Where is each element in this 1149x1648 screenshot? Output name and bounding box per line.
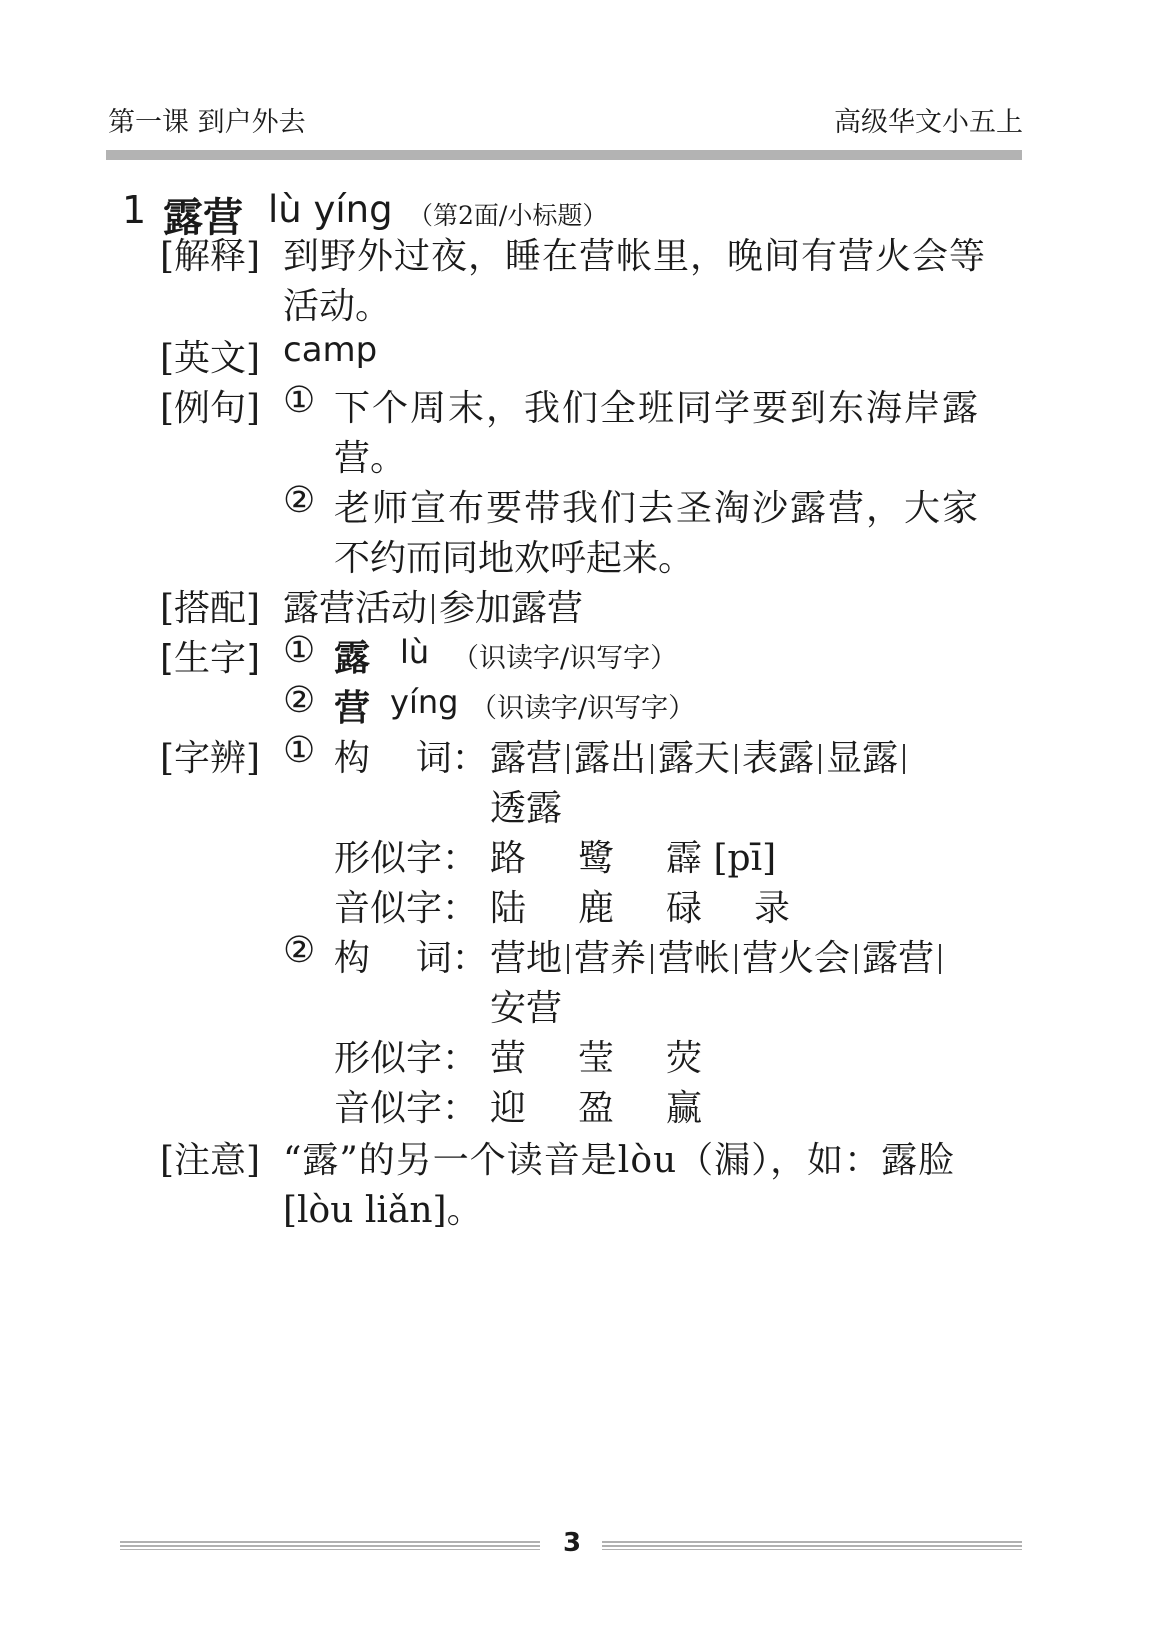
compound-word: 营养	[574, 938, 647, 979]
collocation-tag: [搭配]	[160, 588, 261, 629]
collocation-phrases	[283, 580, 583, 631]
phrase-separator	[939, 944, 941, 974]
similar-sound-char: 鹿	[578, 888, 615, 929]
collocation-phrase: 参加露营	[439, 588, 584, 629]
example-2-mark: ②	[283, 480, 316, 521]
character-1-glyph: 露	[334, 638, 371, 679]
phrase-separator	[855, 944, 857, 974]
note-line-2: [lòu liǎn]。	[283, 1190, 483, 1231]
phrase-separator	[651, 744, 653, 774]
distinguish-2-xs-list	[490, 1030, 702, 1081]
phrase-separator	[735, 744, 737, 774]
distinguish-2-ci-words	[490, 930, 946, 981]
similar-form-char: 荧	[666, 1038, 703, 1079]
distinguish-1-ci-label: 构 词：	[334, 738, 488, 779]
phrase-separator	[735, 944, 737, 974]
distinguish-1-ci-words	[490, 730, 910, 781]
note-tag: [注意]	[160, 1140, 261, 1181]
example-2-line-2: 不约而同地欢呼起来。	[334, 538, 695, 579]
english-tag: [英文]	[160, 338, 261, 379]
collocation-phrase: 露营活动	[283, 588, 428, 629]
phrase-separator	[567, 944, 569, 974]
similar-sound-char: 赢	[666, 1088, 703, 1129]
distinguish-1-ys-label: 音似字：	[334, 888, 479, 929]
footer-rule-left	[120, 1541, 540, 1550]
phrase-separator	[651, 944, 653, 974]
compound-word: 营地	[490, 938, 563, 979]
entry-pinyin: lù yíng	[268, 188, 393, 231]
explanation-tag: [解释]	[160, 236, 261, 277]
character-2-pinyin: yíng	[390, 683, 459, 721]
distinguish-2-ci-label: 构 词：	[334, 938, 488, 979]
header-divider	[106, 150, 1022, 160]
character-1-mark: ①	[283, 630, 316, 671]
character-1-type: （识读字/识写字）	[452, 643, 678, 674]
character-2-type: （识读字/识写字）	[470, 693, 696, 724]
explanation-line-2: 活动。	[283, 286, 392, 327]
distinguish-1-ys-list	[490, 880, 790, 931]
distinguish-1-mark: ①	[283, 730, 316, 771]
similar-form-char: 路	[490, 838, 527, 879]
example-1-line-2: 营。	[334, 438, 407, 479]
header-lesson-title: 第一课 到户外去	[108, 107, 306, 138]
page-number: 3	[563, 1528, 582, 1558]
similar-form-char: 萤	[490, 1038, 527, 1079]
example-2-line-1: 老师宣布要带我们去圣淘沙露营，大家	[334, 488, 981, 529]
distinguish-2-xs-label: 形似字：	[334, 1038, 479, 1079]
example-1-line-1: 下个周末，我们全班同学要到东海岸露	[334, 388, 981, 429]
compound-word: 露营	[490, 738, 563, 779]
distinguish-2-ys-list	[490, 1080, 702, 1131]
similar-sound-char: 碌	[666, 888, 703, 929]
compound-word: 露出	[574, 738, 647, 779]
explanation-line-1: 到野外过夜，睡在营帐里，晚间有营火会等	[283, 236, 987, 277]
similar-sound-char: 陆	[490, 888, 527, 929]
compound-word: 露天	[658, 738, 731, 779]
header-book-title: 高级华文小五上	[834, 107, 1023, 138]
entry-headword: 露营	[163, 195, 243, 241]
phrase-separator	[903, 744, 905, 774]
phrase-separator	[432, 594, 434, 624]
similar-form-char: 霹 [pī]	[666, 838, 777, 879]
footer-rule-right	[602, 1541, 1022, 1550]
entry-number: 1	[122, 188, 147, 232]
character-2-mark: ②	[283, 680, 316, 721]
example-1-mark: ①	[283, 380, 316, 421]
similar-sound-char: 录	[754, 888, 791, 929]
note-line-1: “露”的另一个读音是lòu（漏），如：露脸	[283, 1140, 956, 1181]
distinguish-2-ci-line-2: 安营	[490, 988, 563, 1029]
similar-sound-char: 迎	[490, 1088, 527, 1129]
distinguish-2-mark: ②	[283, 930, 316, 971]
english-text: camp	[283, 330, 378, 370]
entry-source: （第2面/小标题）	[408, 201, 608, 230]
compound-word: 显露	[826, 738, 899, 779]
compound-word: 营火会	[742, 938, 851, 979]
phrase-separator	[819, 744, 821, 774]
distinguish-1-xs-label: 形似字：	[334, 838, 479, 879]
compound-word: 营帐	[658, 938, 731, 979]
compound-word: 表露	[742, 738, 815, 779]
distinguish-2-ys-label: 音似字：	[334, 1088, 479, 1129]
character-2-glyph: 营	[334, 688, 371, 729]
similar-form-char: 莹	[578, 1038, 615, 1079]
distinguish-1-xs-list	[490, 830, 776, 881]
distinguish-1-ci-line-2: 透露	[490, 788, 563, 829]
compound-word: 露营	[862, 938, 935, 979]
similar-sound-char: 盈	[578, 1088, 615, 1129]
distinguish-tag: [字辨]	[160, 738, 261, 779]
character-1-pinyin: lù	[400, 633, 430, 671]
phrase-separator	[567, 744, 569, 774]
similar-form-char: 鹭	[578, 838, 615, 879]
examples-tag: [例句]	[160, 388, 261, 429]
characters-tag: [生字]	[160, 638, 261, 679]
